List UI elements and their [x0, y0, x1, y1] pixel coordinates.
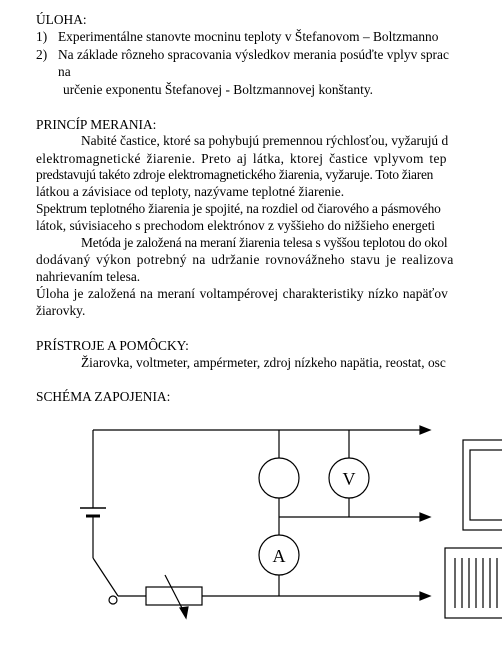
arrow-icon	[420, 513, 430, 521]
switch-lever	[93, 558, 118, 596]
ammeter-label: A	[272, 546, 286, 566]
princip-line: Spektrum teplotného žiarenia je spojité, na rozdiel od čiarového a pásmového	[36, 201, 441, 216]
princip-line: látok, súvisiaceho s prechodom elektrónov z vyššieho do nižšieho energeti	[36, 218, 436, 233]
pristroje-text: Žiarovka, voltmeter, ampérmeter, zdroj nízkeho napätia, reostat, osc	[81, 355, 446, 370]
princip-heading: PRINCÍP MERANIA:	[36, 117, 157, 132]
voltmeter-label: V	[342, 469, 356, 489]
lamp-circle	[259, 458, 299, 498]
rheostat	[146, 587, 202, 605]
rheostat-wiper	[165, 575, 184, 612]
princip-line: dodávaný výkon potrebný na udržanie rovnovážneho stavu je realizova	[36, 252, 454, 267]
uloha-heading: ÚLOHA:	[36, 12, 87, 27]
princip-line: Úloha je založená na meraní voltampérovej charakteristiky nízko napäťov	[36, 286, 448, 301]
list-text: Na základe rôzneho spracovania výsledkov merania posúďte vplyv sprac	[58, 47, 449, 62]
schema-heading: SCHÉMA ZAPOJENIA:	[36, 389, 171, 404]
princip-line: predstavujú takéto zdroje elektromagnetického žiarenia, vyžaruje. Toto žiaren	[36, 167, 434, 182]
princip-line: žiarovky.	[36, 303, 86, 318]
power-supply-body	[445, 548, 502, 618]
princip-line: Metóda je založená na meraní žiarenia telesa s vyššou teplotou do okol	[81, 235, 448, 250]
princip-line: nahrievaním telesa.	[36, 269, 141, 284]
pristroje-heading: PRÍSTROJE A POMÔCKY:	[36, 338, 189, 353]
oscilloscope-screen	[470, 450, 502, 520]
rheostat-arrow-icon	[180, 607, 188, 618]
list-number: 1)	[36, 29, 48, 44]
arrow-icon	[420, 426, 430, 434]
list-text: Experimentálne stanovte mocninu teploty v Štefanovom – Boltzmanno	[58, 29, 439, 44]
uloha-item-2-cont-2: určenie exponentu Štefanovej - Boltzmannovej konštanty.	[63, 82, 374, 97]
princip-line: látkou a závisiace od teploty, nazývame teplotné žiarenie.	[36, 184, 345, 199]
oscilloscope-body	[463, 440, 502, 530]
princip-line: elektromagnetické žiarenie. Preto aj látka, ktorej častice vplyvom tep	[36, 151, 447, 166]
list-number: 2)	[36, 47, 48, 62]
princip-line: Nabité častice, ktoré sa pohybujú premennou rýchlosťou, vyžarujú d	[81, 133, 449, 148]
arrow-icon	[420, 592, 430, 600]
switch-terminal	[109, 596, 117, 604]
uloha-item-2-cont-1: na	[58, 64, 71, 79]
